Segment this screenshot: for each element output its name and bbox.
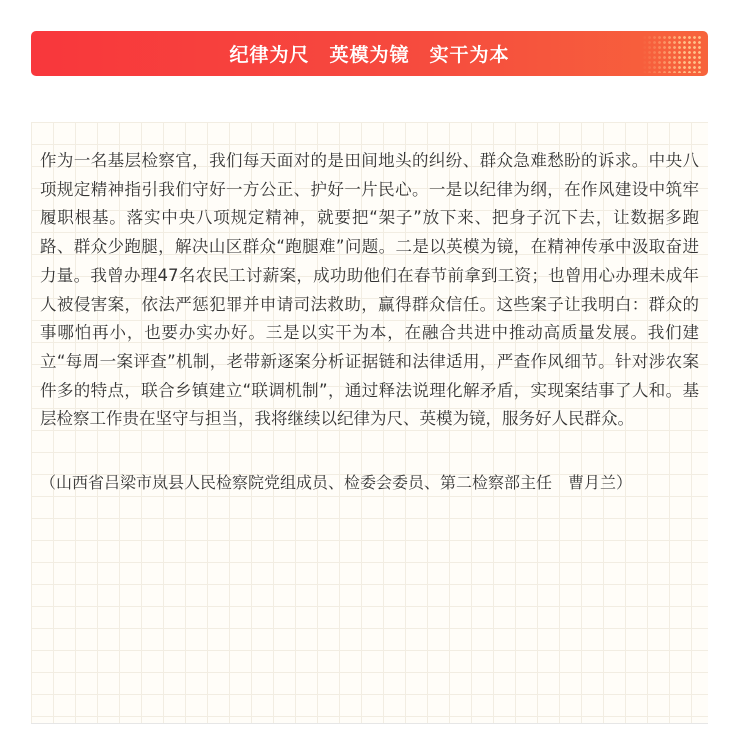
bottom-divider: [31, 723, 708, 724]
dot-pattern-decoration: [642, 35, 702, 73]
author-credit: （山西省吕梁市岚县人民检察院党组成员、检委会委员、第二检察部主任 曹月兰）: [40, 473, 633, 493]
banner-title: 纪律为尺 英模为镜 实干为本: [229, 44, 510, 66]
article-body: 作为一名基层检察官，我们每天面对的是田间地头的纠纷、群众急难愁盼的诉求。中央八项规定精神指引我们守好一方公正、护好一片民心。一是以纪律为纲，在作风建设中筑牢履职根基。落实中央八项规定精神，就要把“架子”放下来、把身子沉下去，让数据多跑路、群众少跑腿，解决山区群众“跑腿难”问题。二是以英模为镜，在精神传承中汲取奋进力量。我曾办理47名农民工讨薪案，成功助他们在春节前拿到工资；也曾用心办理未成年人被侵害案，依法严惩犯罪并申请司法救助，赢得群众信任。这些案子让我明白：群众的事哪怕再小，也要办实办好。三是以实干为本，在融合共进中推动高质量发展。我们建立“每周一案评查”机制，老带新逐案分析证据链和法律适用，严查作风细节。针对涉农案件多的特点，联合乡镇建立“联调机制”，通过释法说理化解矛盾，实现案结事了人和。基层检察工作贵在坚守与担当，我将继续以纪律为尺、英模为镜，服务好人民群众。: [40, 151, 699, 429]
article-card: [31, 122, 708, 723]
title-banner: [31, 31, 708, 76]
